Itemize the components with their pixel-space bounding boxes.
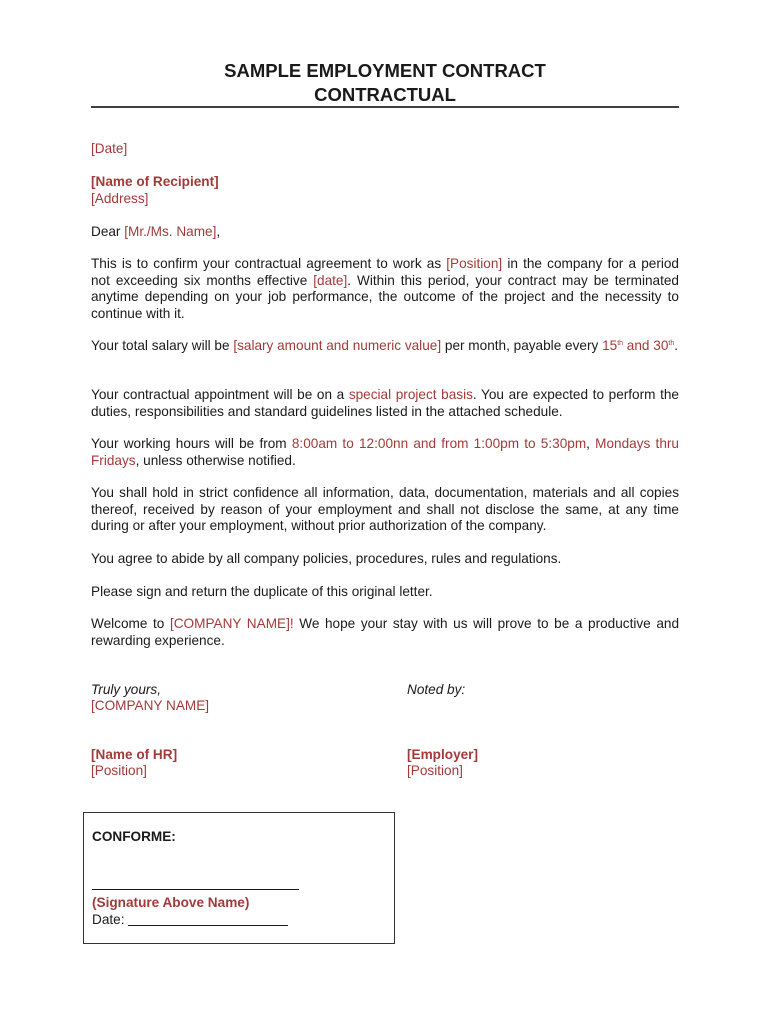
conforme-heading: CONFORME: [92, 829, 176, 844]
p1-text-b: in the company for a period not exceeding six months effective [91, 256, 679, 288]
salutation-suffix: , [216, 223, 221, 239]
p2-day1-sup: th [617, 340, 624, 347]
p1-text-c: . Within this period, your contract may be terminated anytime depending on your job performance, the outcome of the project and the necessity to continue with it. [91, 272, 679, 321]
p2-text-c: . [674, 338, 679, 353]
hr-position: [Position] [91, 763, 147, 778]
date-placeholder: [Date] [91, 141, 128, 156]
p4-text-a: Your working hours will be from [91, 436, 292, 451]
p2-and: and [623, 338, 650, 353]
paragraph-appointment [91, 387, 679, 420]
title-rule [91, 106, 679, 108]
p8-text-b: We hope your stay with us will prove to be a productive and rewarding experience. [91, 616, 680, 648]
paragraph-welcome [91, 616, 679, 649]
paragraph-sign-return: Please sign and return the duplicate of this original letter. [91, 583, 433, 599]
p2-day1: 15 [602, 338, 618, 353]
date-label: Date: [92, 911, 129, 927]
p8-company: [COMPANY NAME]! [169, 616, 294, 631]
p4-text-b: , unless otherwise notified. [135, 452, 296, 468]
p4-hours: 8:00am to 12:00nn and from 1:00pm to 5:30pm [291, 436, 587, 451]
paragraph-salary [91, 338, 679, 355]
date-field [92, 912, 288, 929]
p1-date: [date] [313, 272, 348, 288]
salutation-prefix: Dear [91, 223, 125, 239]
recipient-address: [Address] [91, 190, 149, 206]
paragraph-agreement [91, 256, 679, 322]
company-name-left: [COMPANY NAME] [91, 698, 210, 713]
paragraph-confidentiality: You shall hold in strict confidence all information, data, documentation, materials and all copies thereof, received by reason of your employment and shall not disclose the same, at any time during or after your employment, without prior authorization of the company. [91, 485, 679, 533]
p1-text-a: This is to confirm your contractual agreement to work as [91, 256, 447, 271]
p2-day2: 30 [653, 338, 669, 353]
p3-basis: special project basis [348, 387, 473, 402]
p3-text-a: Your contractual appointment will be on a [91, 387, 349, 402]
p2-salary: [salary amount and numeric value] [233, 338, 442, 353]
salutation-name: [Mr./Ms. Name] [124, 223, 217, 239]
p3-text-b: . You are expected to perform the duties, responsibilities and standard guidelines listed in the attached schedule. [91, 387, 679, 419]
closing-right: Noted by: [407, 681, 466, 697]
p8-text-a: Welcome to [91, 616, 170, 631]
document-title: SAMPLE EMPLOYMENT CONTRACT [224, 60, 546, 81]
conforme-box [83, 812, 395, 944]
p2-day2-sup: th [668, 340, 675, 347]
recipient-name: [Name of Recipient] [91, 174, 219, 189]
employer-name: [Employer] [407, 746, 479, 762]
date-line[interactable] [128, 912, 288, 926]
p2-text-b: per month, payable every [441, 338, 603, 353]
paragraph-hours [91, 436, 679, 469]
p4-days: Mondays thru Fridays [91, 436, 679, 468]
p4-comma: , [586, 436, 596, 451]
p1-position: [Position] [446, 256, 503, 271]
paragraph-policies: You agree to abide by all company policies, procedures, rules and regulations. [91, 551, 562, 566]
signature-line[interactable] [92, 874, 299, 895]
closing-left: Truly yours, [91, 681, 161, 697]
salutation [91, 224, 679, 241]
hr-name: [Name of HR] [91, 746, 178, 762]
employer-position: [Position] [407, 763, 463, 778]
signature-label: (Signature Above Name) [92, 895, 250, 910]
p2-text-a: Your total salary will be [91, 338, 234, 353]
document-subtitle: CONTRACTUAL [314, 84, 456, 105]
